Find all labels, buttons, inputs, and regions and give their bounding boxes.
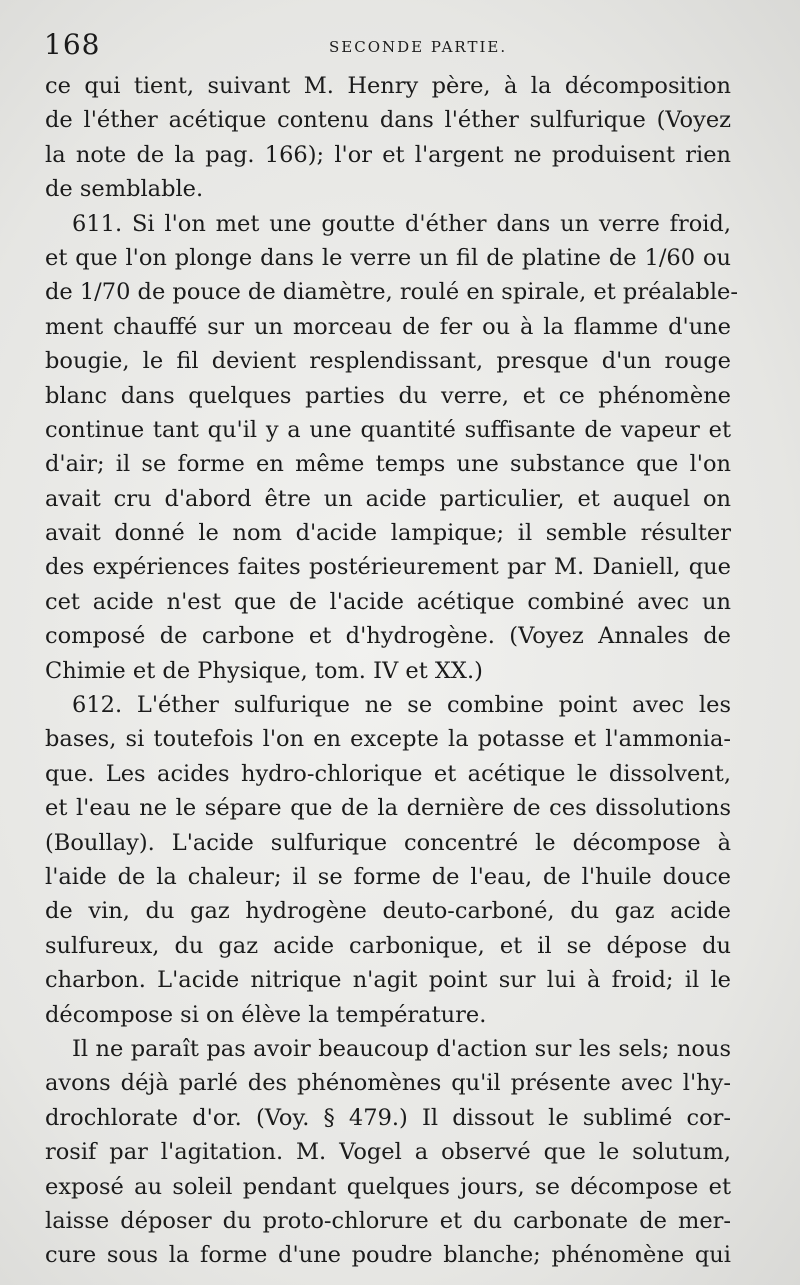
text-line: avait cru d'abord être un acide particulier, et auquel on xyxy=(45,485,731,512)
text-line: de vin, du gaz hydrogène deuto-carboné, du gaz acide xyxy=(45,898,731,925)
text-line: bougie, le fil devient resplendissant, presque d'un rouge xyxy=(45,348,731,375)
text-line: 612. L'éther sulfurique ne se combine point avec les xyxy=(72,692,731,719)
page-body-text xyxy=(45,69,738,1273)
text-line: drochlorate d'or. (Voy. § 479.) Il dissout le sublimé cor- xyxy=(45,1104,731,1131)
text-line: d'air; il se forme en même temps une substance que l'on xyxy=(45,451,731,478)
text-line: Il ne paraît pas avoir beaucoup d'action sur les sels; nous xyxy=(72,1035,731,1062)
text-line: cet acide n'est que de l'acide acétique combiné avec un xyxy=(45,588,731,615)
text-line: cure sous la forme d'une poudre blanche; phénomène qui xyxy=(45,1242,731,1269)
text-line: exposé au soleil pendant quelques jours, se décompose et xyxy=(45,1173,731,1200)
text-line: laisse déposer du proto-chlorure et du carbonate de mer- xyxy=(45,1207,731,1234)
text-line: des expériences faites postérieurement par M. Daniell, que xyxy=(45,554,731,581)
text-line: de l'éther acétique contenu dans l'éther sulfurique (Voyez xyxy=(45,107,731,134)
text-line: décompose si on élève la température. xyxy=(45,1001,487,1028)
text-line: et l'eau ne le sépare que de la dernière de ces dissolutions xyxy=(45,795,731,822)
text-line: charbon. L'acide nitrique n'agit point sur lui à froid; il le xyxy=(45,967,731,994)
text-line: de semblable. xyxy=(45,176,204,203)
text-line: et que l'on plonge dans le verre un fil de platine de 1/60 ou xyxy=(45,244,731,271)
text-line: que. Les acides hydro-chlorique et acétique le dissolvent, xyxy=(45,760,731,787)
running-head: SECONDE PARTIE. xyxy=(329,38,508,56)
text-line: avons déjà parlé des phénomènes qu'il présente avec l'hy- xyxy=(45,1070,731,1097)
text-line: continue tant qu'il y a une quantité suffisante de vapeur et xyxy=(45,416,731,443)
text-line: l'aide de la chaleur; il se forme de l'eau, de l'huile douce xyxy=(45,863,731,890)
page-header xyxy=(44,28,730,64)
text-line: 611. Si l'on met une goutte d'éther dans un verre froid, xyxy=(72,210,731,237)
text-line: (Boullay). L'acide sulfurique concentré le décompose à xyxy=(45,829,731,856)
text-line: ce qui tient, suivant M. Henry père, à la décomposition xyxy=(45,73,731,99)
text-line: Chimie et de Physique, tom. IV et XX.) xyxy=(45,657,483,684)
text-line: ment chauffé sur un morceau de fer ou à la flamme d'une xyxy=(45,313,731,340)
text-line: bases, si toutefois l'on en excepte la potasse et l'ammonia- xyxy=(45,726,731,753)
text-line: blanc dans quelques parties du verre, et ce phénomène xyxy=(45,382,731,409)
text-line: rosif par l'agitation. M. Vogel a observé que le solutum, xyxy=(45,1139,731,1166)
text-line: sulfureux, du gaz acide carbonique, et il se dépose du xyxy=(45,932,731,959)
text-line: de 1/70 de pouce de diamètre, roulé en spirale, et préalable- xyxy=(45,279,738,306)
text-line: composé de carbone et d'hydrogène. (Voyez Annales de xyxy=(45,623,731,650)
page-number: 168 xyxy=(44,28,101,61)
text-line: la note de la pag. 166); l'or et l'argent ne produisent rien xyxy=(45,141,731,168)
text-line: avait donné le nom d'acide lampique; il semble résulter xyxy=(45,520,731,547)
